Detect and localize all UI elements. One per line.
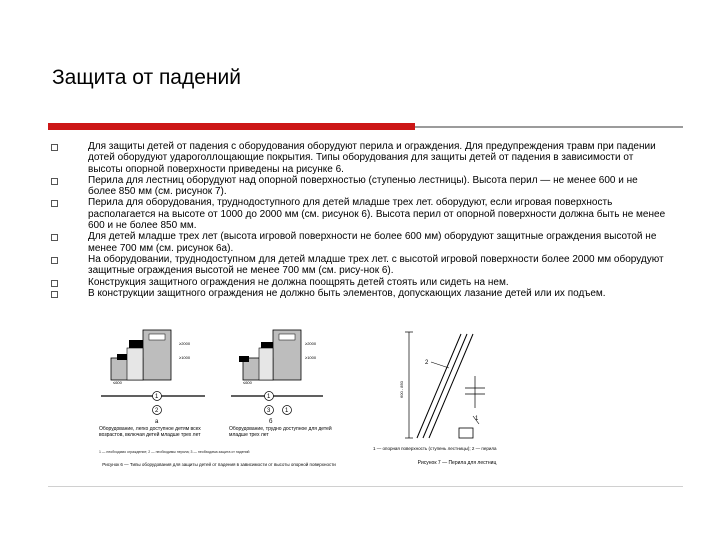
bottom-divider-line: [48, 486, 683, 487]
figure-7-number-2: 2: [425, 360, 429, 366]
figure-6a-diagram: [101, 330, 205, 425]
square-bullet-icon: [51, 291, 58, 298]
figure-6-caption: Рисунок 6 — Типы оборудования для защиты детей от падения в зависимости от высоты опорной поверхности: [102, 462, 336, 467]
circled-number-2: 2: [155, 408, 159, 414]
slide-title: Защита от падений: [52, 66, 241, 89]
bullet-text: Для защиты детей от падения с оборудования оборудуют перила и ограждения. Для предупреждения травм при падении дотей оборудуют удароголлощающие покрытия. Типы оборудования для защиты детей от падения в зависимости от высоты опорной поверхности приведены на рисунке 6.: [88, 141, 656, 175]
list-item: [40, 288, 668, 299]
list-item: [40, 197, 668, 231]
figure-6b-caption: Оборудование, трудно доступное для детей младше трех лет: [229, 426, 332, 438]
bullet-text: Для детей младше трех лет (высота игровой поверхности не более 600 мм) оборудуют защитные ограждения высотой не менее 700 мм (см. рисунок 6а).: [88, 231, 657, 254]
list-item: [40, 141, 668, 175]
circled-number-1-c: 1: [285, 408, 289, 414]
title-accent-bar: [48, 123, 415, 130]
figure-6b-diagram: [231, 330, 323, 425]
square-bullet-icon: [51, 178, 58, 185]
dim-label-vertical: 600 - 850: [399, 381, 404, 398]
bullet-text: Конструкция защитного ограждения не должна поощрять детей стоять или сидеть на нем.: [88, 276, 509, 288]
figures-area: [93, 328, 543, 480]
circled-number-1-b: 1: [267, 394, 271, 400]
bullet-text: Перила для оборудования, труднодоступного для детей младше трех лет. оборудуют, если игровая поверхность располагается на высоте от 1000 до 2000 мм (см. рисунок 6). Высота перил от опорной поверхности должна быть не менее 600 и не более 850 мм.: [88, 197, 666, 232]
dim-label-600-b: ≤600: [243, 380, 252, 385]
list-item: [40, 254, 668, 277]
square-bullet-icon: [51, 234, 58, 241]
bullet-list: [40, 141, 668, 299]
figure-7-stair-railing: [365, 328, 543, 480]
dim-label-600-a: ≤600: [113, 380, 122, 385]
panel-label-a: а: [155, 419, 159, 425]
bullet-text: В конструкции защитного ограждения не должно быть элементов, допускающих лазание детей или их подъем.: [88, 287, 606, 299]
dim-label-2000-b: ≥2000: [305, 341, 317, 346]
square-bullet-icon: [51, 257, 58, 264]
square-bullet-icon: [51, 200, 58, 207]
square-bullet-icon: [51, 144, 58, 151]
circled-number-3: 3: [267, 408, 271, 414]
figure-6-legend: 1 — необходимо ограждение; 2 — необходимы перила; 3 — необходима защита от падений: [99, 450, 250, 454]
list-item: [40, 231, 668, 254]
figure-7-legend: 1 — опорная поверхность (ступень лестницы); 2 — перила: [373, 446, 497, 451]
figure-7-number-1: 1: [475, 416, 479, 422]
dim-label-1000-a: ≥1000: [179, 355, 191, 360]
figure-6-equipment-types: [93, 328, 343, 480]
circled-number-1: 1: [155, 394, 159, 400]
bullet-text: Перила для лестниц оборудуют над опорной поверхностью (ступенью лестницы). Высота перил — не менее 600 и не более 850 мм (см. рисунок 7).: [88, 174, 638, 198]
dim-label-2000-a: ≥2000: [179, 341, 191, 346]
figure-7-caption: Рисунок 7 — Перила для лестниц: [417, 460, 497, 466]
square-bullet-icon: [51, 280, 58, 287]
bullet-text: На оборудовании, труднодоступном для детей младше трех лет. с высотой игровой поверхности более 2000 мм оборудуют защитные ограждения высотой не менее 700 мм (см. рису-нок 6).: [88, 253, 664, 277]
list-item: [40, 277, 668, 288]
dim-label-1000-b: ≥1000: [305, 355, 317, 360]
panel-label-b: б: [269, 419, 273, 425]
figure-6a-caption: Оборудование, легко доступное детям всех возрастов, включая детей младше трех лет: [99, 426, 201, 438]
list-item: [40, 175, 668, 198]
